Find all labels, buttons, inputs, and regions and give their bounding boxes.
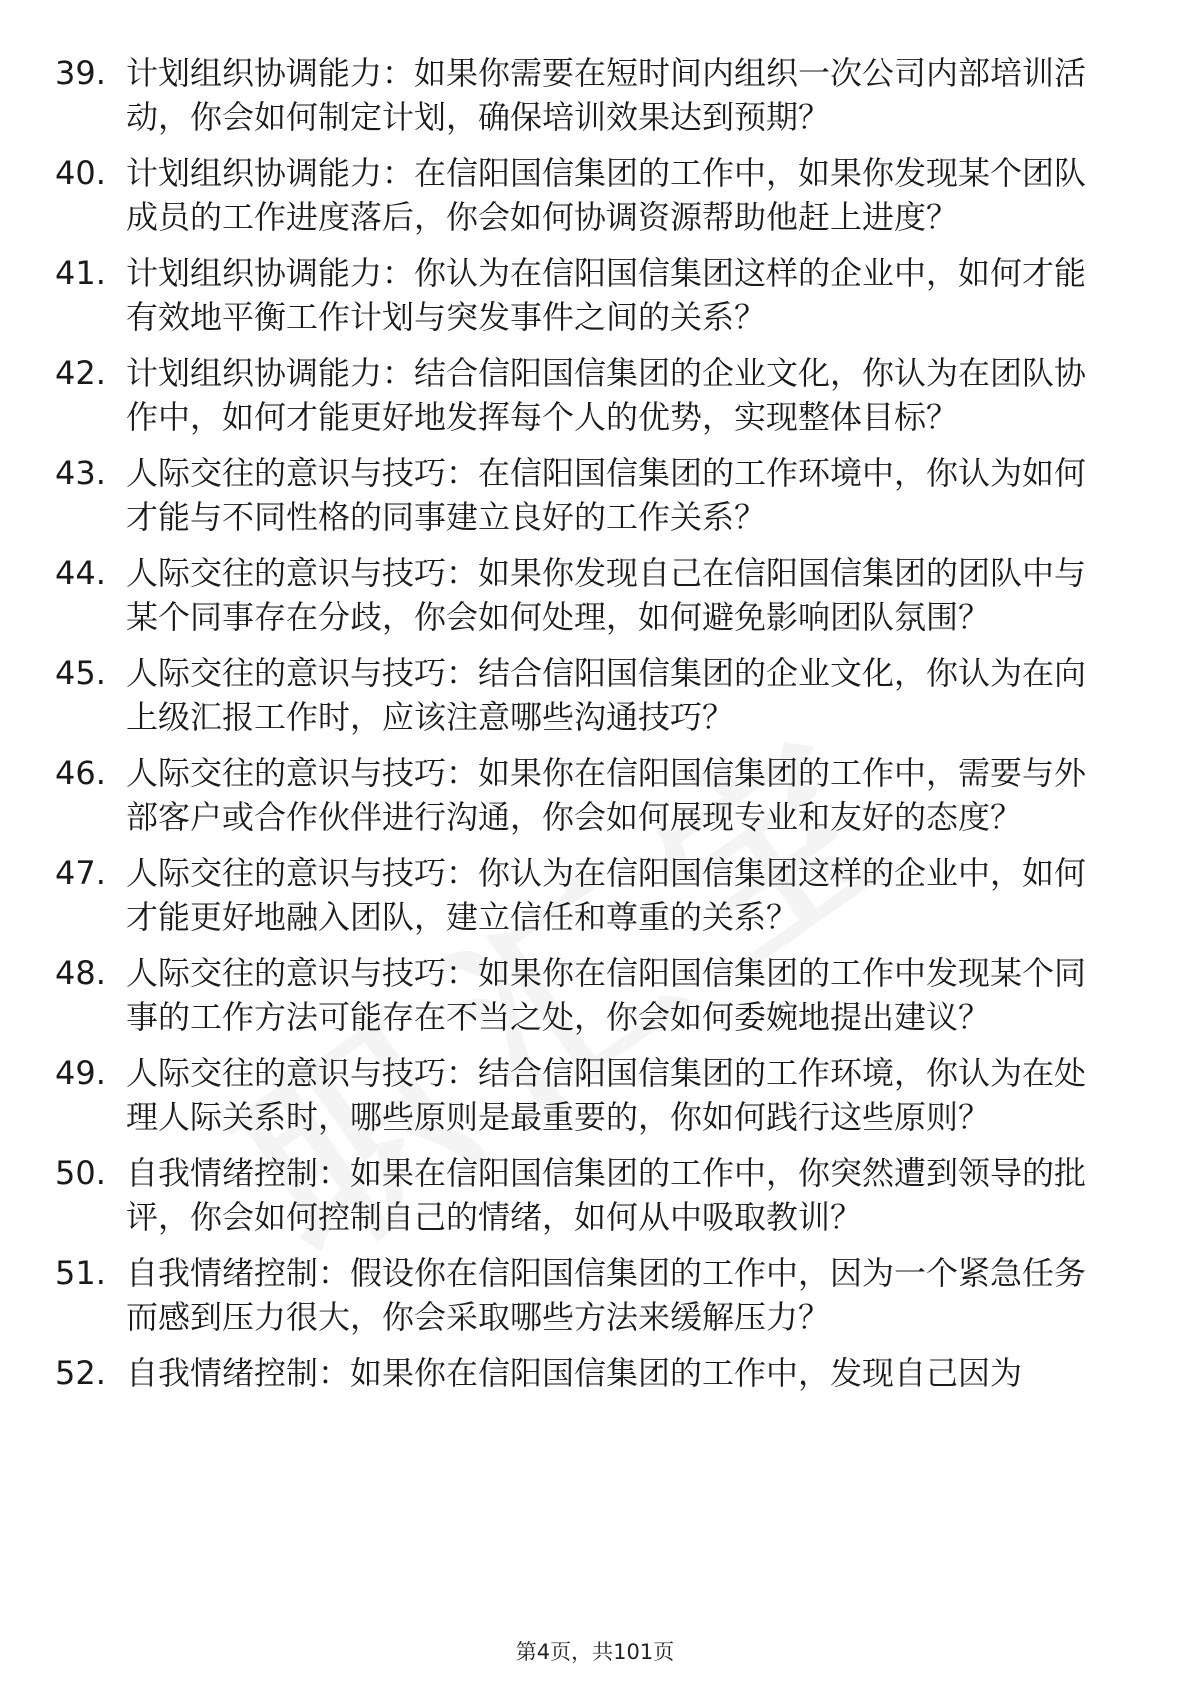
question-item xyxy=(0,1051,1116,1139)
question-item xyxy=(0,351,1116,439)
question-text: 计划组织协调能力：你认为在信阳国信集团这样的企业中，如何才能有效地平衡工作计划与突发事件之间的关系？ xyxy=(126,254,1087,336)
question-text: 人际交往的意识与技巧：在信阳国信集团的工作环境中，你认为如何才能与不同性格的同事建立良好的工作关系？ xyxy=(126,454,1087,536)
question-number: 46. xyxy=(55,754,106,792)
question-text: 人际交往的意识与技巧：如果你发现自己在信阳国信集团的团队中与某个同事存在分歧，你会如何处理，如何避免影响团队氛围？ xyxy=(126,554,1087,636)
question-text: 计划组织协调能力：在信阳国信集团的工作中，如果你发现某个团队成员的工作进度落后，你会如何协调资源帮助他赶上进度？ xyxy=(126,154,1087,236)
question-text: 自我情绪控制：如果你在信阳国信集团的工作中，发现自己因为 xyxy=(126,1354,1023,1392)
question-text: 人际交往的意识与技巧：你认为在信阳国信集团这样的企业中，如何才能更好地融入团队，建立信任和尊重的关系？ xyxy=(126,854,1087,936)
question-item xyxy=(0,451,1116,539)
question-item xyxy=(0,1251,1116,1339)
question-text: 人际交往的意识与技巧：如果你在信阳国信集团的工作中，需要与外部客户或合作伙伴进行沟通，你会如何展现专业和友好的态度？ xyxy=(126,754,1087,836)
question-number: 48. xyxy=(55,954,106,992)
question-item xyxy=(0,1151,1116,1239)
question-number: 52. xyxy=(55,1354,106,1392)
question-number: 44. xyxy=(55,554,106,592)
question-text: 计划组织协调能力：结合信阳国信集团的企业文化，你认为在团队协作中，如何才能更好地发挥每个人的优势，实现整体目标？ xyxy=(126,354,1087,436)
question-item xyxy=(0,851,1116,939)
question-number: 50. xyxy=(55,1154,106,1192)
question-list xyxy=(0,51,1190,1407)
question-item xyxy=(0,751,1116,839)
question-item xyxy=(0,51,1116,139)
question-number: 39. xyxy=(55,54,106,92)
question-text: 人际交往的意识与技巧：结合信阳国信集团的企业文化，你认为在向上级汇报工作时，应该注意哪些沟通技巧？ xyxy=(126,654,1087,736)
question-text: 自我情绪控制：如果在信阳国信集团的工作中，你突然遭到领导的批评，你会如何控制自己的情绪，如何从中吸取教训？ xyxy=(126,1154,1087,1236)
question-item xyxy=(0,151,1116,239)
question-item xyxy=(0,551,1116,639)
question-number: 51. xyxy=(55,1254,106,1292)
question-item xyxy=(0,1351,1116,1395)
question-item xyxy=(0,251,1116,339)
page-footer xyxy=(0,1637,1190,1667)
question-number: 41. xyxy=(55,254,106,292)
question-number: 40. xyxy=(55,154,106,192)
question-number: 49. xyxy=(55,1054,106,1092)
question-item xyxy=(0,651,1116,739)
question-text: 自我情绪控制：假设你在信阳国信集团的工作中，因为一个紧急任务而感到压力很大，你会采取哪些方法来缓解压力？ xyxy=(126,1254,1087,1336)
question-text: 人际交往的意识与技巧：结合信阳国信集团的工作环境，你认为在处理人际关系时，哪些原则是最重要的，你如何践行这些原则？ xyxy=(126,1054,1087,1136)
question-number: 45. xyxy=(55,654,106,692)
question-number: 47. xyxy=(55,854,106,892)
page-number-label: 第4页，共101页 xyxy=(515,1640,675,1664)
question-number: 42. xyxy=(55,354,106,392)
question-number: 43. xyxy=(55,454,106,492)
question-text: 计划组织协调能力：如果你需要在短时间内组织一次公司内部培训活动，你会如何制定计划，确保培训效果达到预期？ xyxy=(126,54,1087,136)
question-item xyxy=(0,951,1116,1039)
question-text: 人际交往的意识与技巧：如果你在信阳国信集团的工作中发现某个同事的工作方法可能存在不当之处，你会如何委婉地提出建议？ xyxy=(126,954,1087,1036)
